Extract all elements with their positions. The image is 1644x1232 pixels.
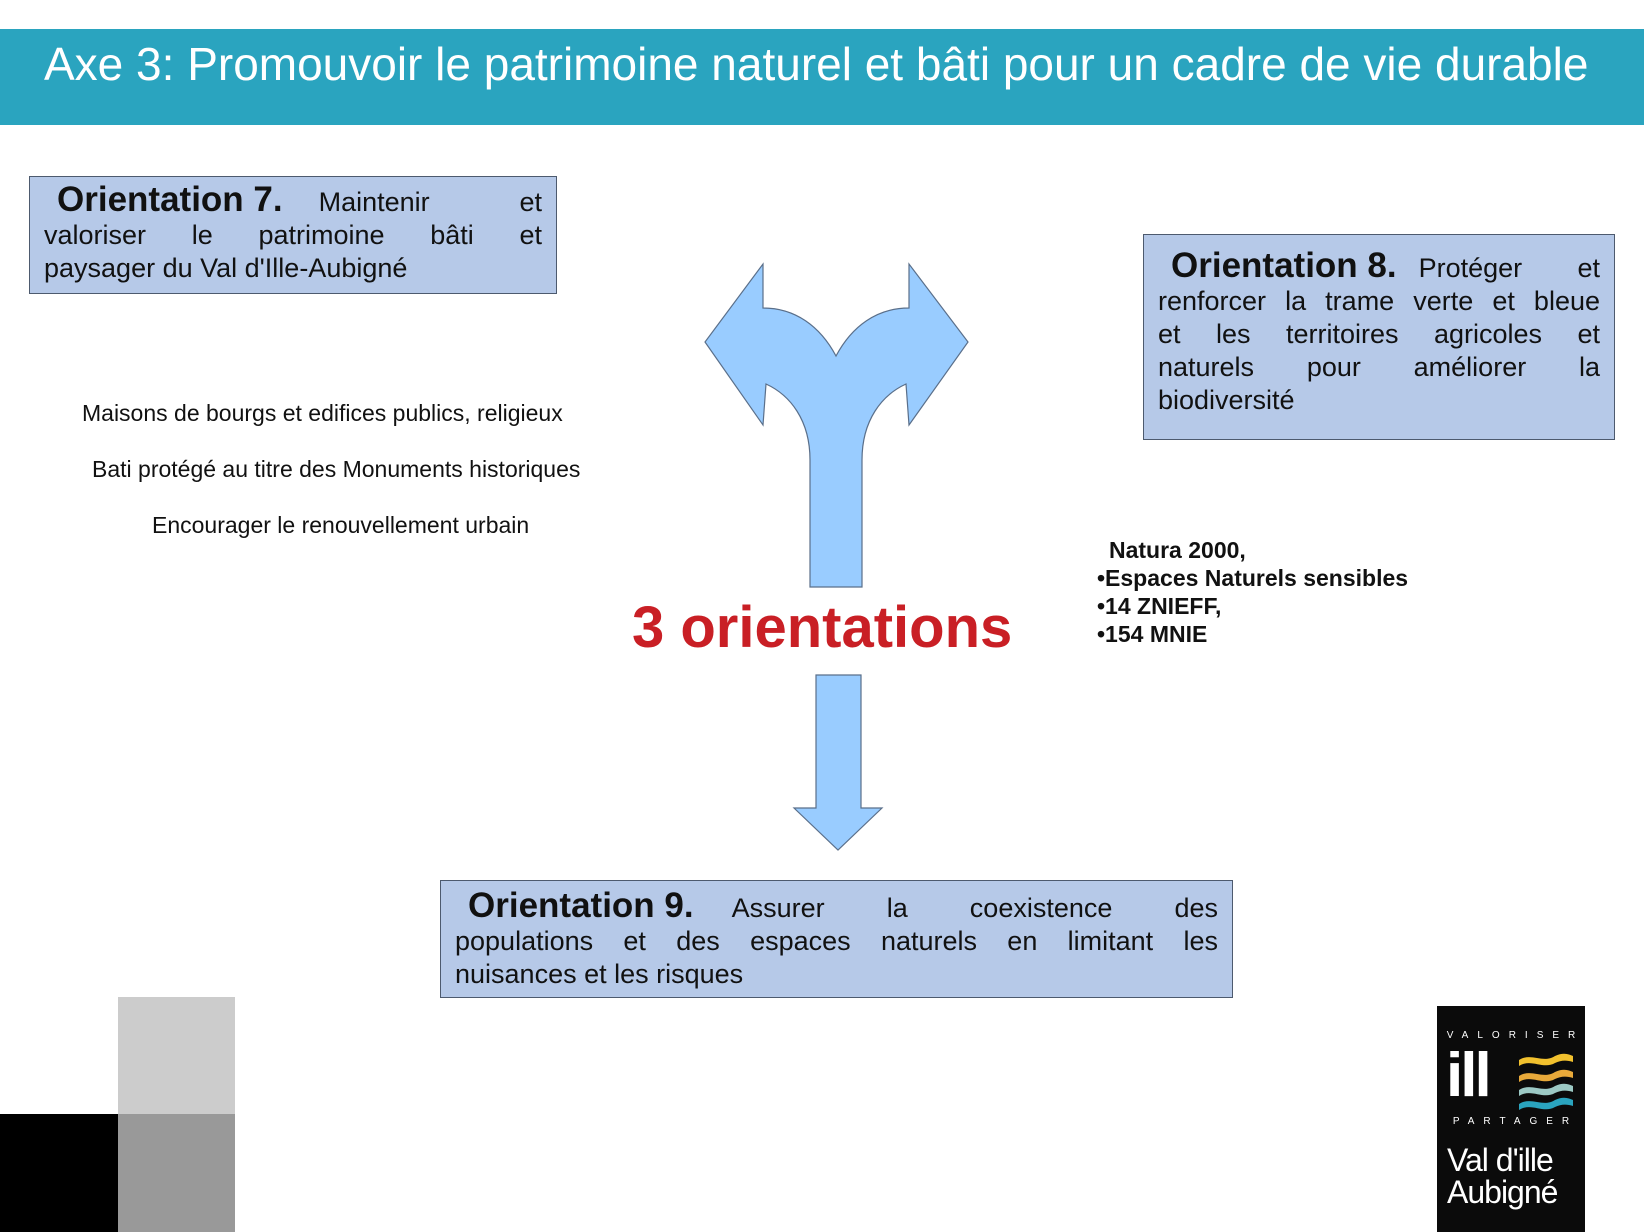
- orientation-8-line-4: naturels pour améliorer la: [1158, 352, 1600, 382]
- down-arrow-icon: [794, 675, 882, 850]
- note-maisons-bourgs: Maisons de bourgs et edifices publics, religieux: [82, 400, 563, 426]
- orientation-9-line-2: populations et des espaces naturels en limitant les: [455, 926, 1218, 956]
- orientation-9-text-1: Assurer la coexistence des: [731, 893, 1218, 923]
- decor-square-light: [118, 997, 235, 1114]
- logo-tag-bottom: PARTAGER: [1452, 1116, 1579, 1127]
- orientation-7-text-1: Maintenir et: [318, 187, 542, 217]
- natura-item: •14 ZNIEFF,: [1097, 593, 1222, 619]
- decor-square-mid: [118, 1114, 235, 1232]
- logo-name: [1447, 1144, 1557, 1208]
- logo-tag-top: VALORISER: [1446, 1030, 1585, 1041]
- orientation-9-line-3: nuisances et les risques: [455, 959, 744, 989]
- waves-icon: [1517, 1050, 1575, 1116]
- center-label: 3 orientations: [632, 595, 1013, 660]
- note-renouvellement-urbain: Encourager le renouvellement urbain: [152, 512, 530, 538]
- logo-name-line-2: Aubigné: [1447, 1174, 1558, 1210]
- natura-head: Natura 2000,: [1109, 537, 1246, 563]
- val-dille-logo: [1437, 1006, 1585, 1232]
- logo-wordmark: ill: [1446, 1041, 1489, 1110]
- orientation-7-line-3: paysager du Val d'Ille-Aubigné: [44, 253, 408, 283]
- orientation-8-line-3: et les territoires agricoles et: [1158, 319, 1600, 349]
- orientation-8-line-5: biodiversité: [1158, 385, 1295, 415]
- natura-item: •154 MNIE: [1097, 621, 1208, 647]
- note-bati-protege: Bati protégé au titre des Monuments historiques: [92, 456, 581, 482]
- orientation-8-line-2: renforcer la trame verte et bleue: [1158, 286, 1600, 316]
- orientation-7-line-2: valoriser le patrimoine bâti et: [44, 220, 542, 250]
- logo-name-line-1: Val d'ille: [1447, 1142, 1553, 1178]
- natura-item: •Espaces Naturels sensibles: [1097, 565, 1409, 591]
- decor-square-black: [0, 1114, 118, 1232]
- orientation-7-lead: Orientation 7.: [57, 180, 283, 219]
- orientation-8-lead: Orientation 8.: [1171, 246, 1397, 285]
- orientation-9-lead: Orientation 9.: [468, 886, 694, 925]
- split-arrow-icon: [705, 264, 968, 587]
- orientation-8-text-1: Protéger et: [1418, 253, 1600, 283]
- page-title: Axe 3: Promouvoir le patrimoine naturel et bâti pour un cadre de vie durable: [44, 38, 1589, 90]
